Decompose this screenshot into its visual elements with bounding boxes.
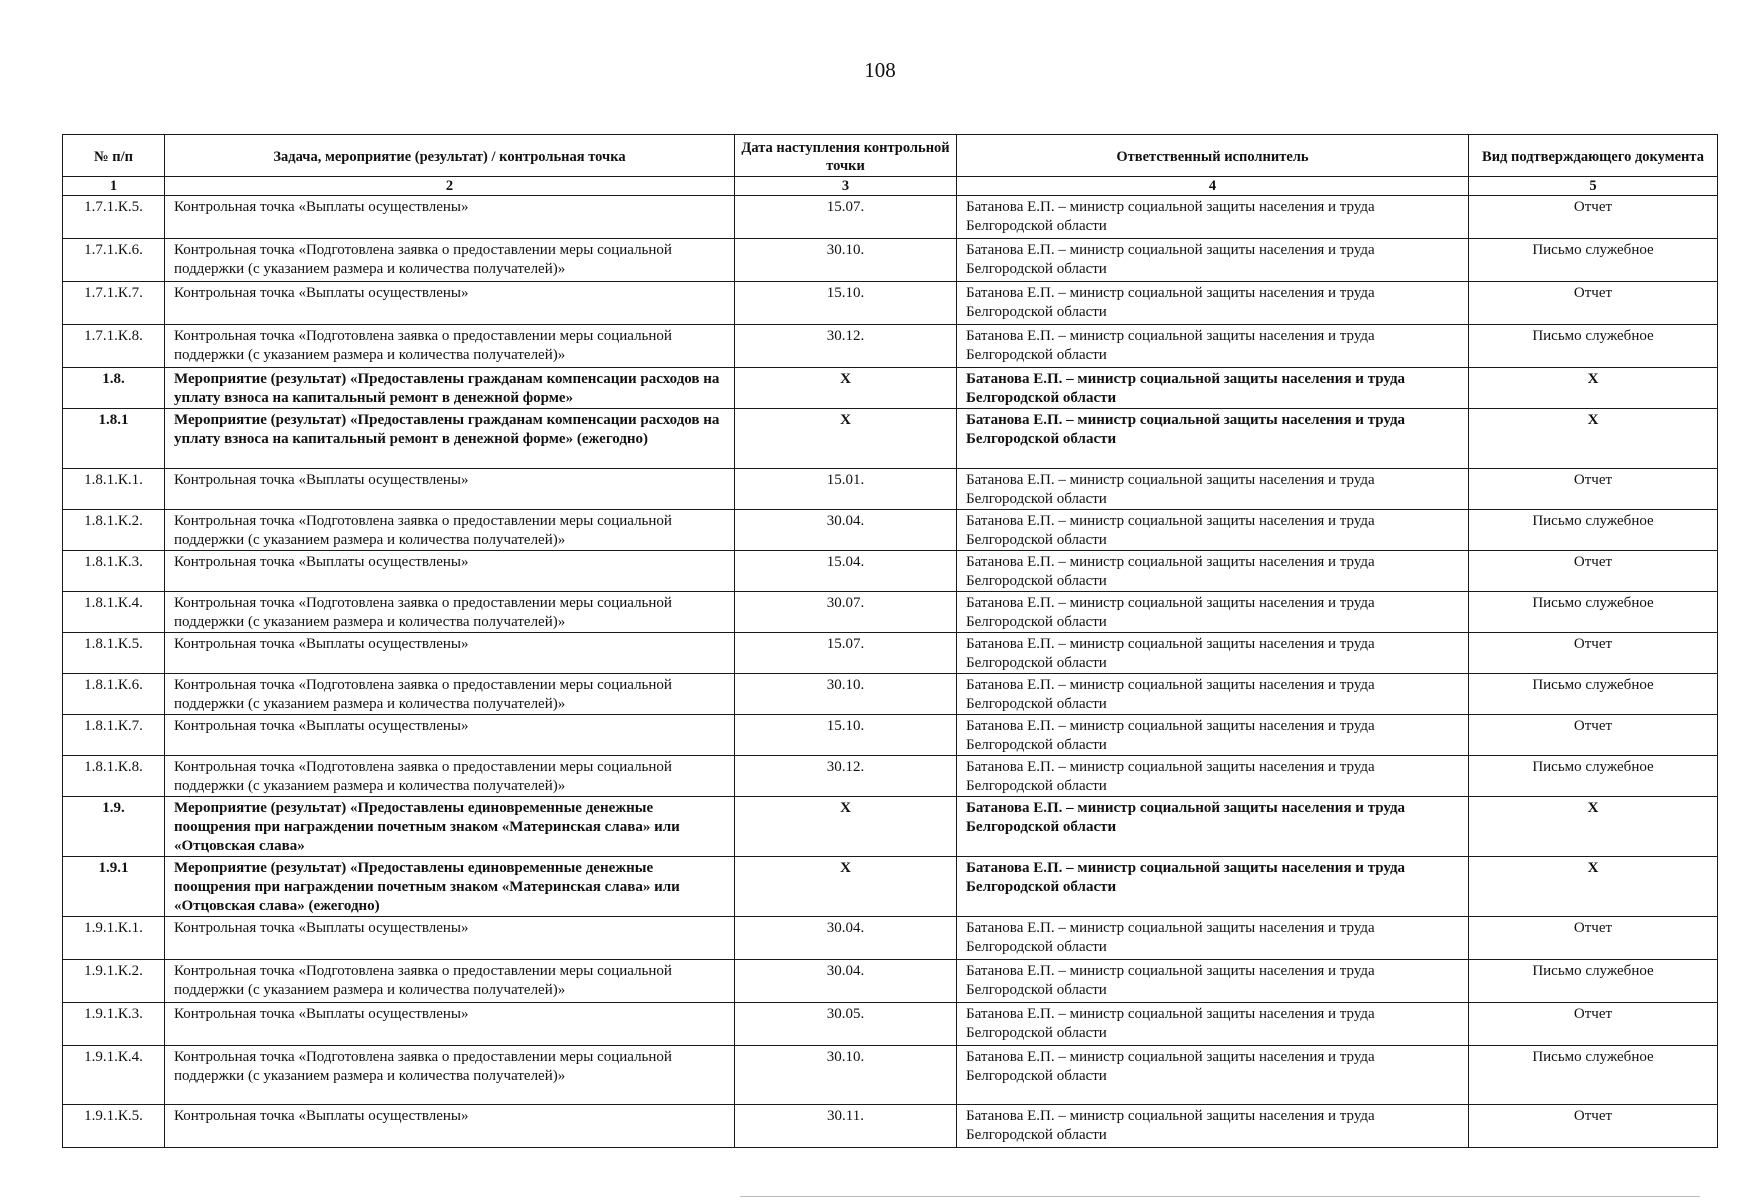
row-responsible: Батанова Е.П. – министр социальной защиты населения и труда Белгородской области [957,325,1469,368]
row-date: 30.04. [735,510,957,551]
row-number: 1.7.1.К.6. [63,239,165,282]
row-date: 30.07. [735,592,957,633]
row-document: X [1469,857,1718,917]
row-task: Контрольная точка «Подготовлена заявка о предоставлении меры социальной поддержки (с указанием размера и количества получателей)» [165,960,735,1003]
row-task: Контрольная точка «Подготовлена заявка о предоставлении меры социальной поддержки (с указанием размера и количества получателей)» [165,592,735,633]
row-number: 1.8.1.К.5. [63,633,165,674]
row-number: 1.8. [63,368,165,409]
row-document: X [1469,409,1718,469]
row-document: Отчет [1469,633,1718,674]
page-number: 108 [864,58,896,82]
bottom-divider [740,1196,1700,1197]
header-row [63,135,1718,177]
row-number: 1.9.1.К.1. [63,917,165,960]
row-document: Отчет [1469,1003,1718,1046]
row-number: 1.9.1 [63,857,165,917]
row-document: X [1469,368,1718,409]
header-number: № п/п [63,135,165,177]
row-document: Отчет [1469,715,1718,756]
row-responsible: Батанова Е.П. – министр социальной защиты населения и труда Белгородской области [957,368,1469,409]
row-document: Отчет [1469,282,1718,325]
row-date: X [735,797,957,857]
row-task: Контрольная точка «Выплаты осуществлены» [165,1003,735,1046]
row-date: 15.07. [735,633,957,674]
table-row [63,592,1718,633]
row-number: 1.7.1.К.5. [63,196,165,239]
row-responsible: Батанова Е.П. – министр социальной защиты населения и труда Белгородской области [957,239,1469,282]
table-row [63,469,1718,510]
table-row [63,368,1718,409]
row-number: 1.9.1.К.3. [63,1003,165,1046]
row-number: 1.8.1.К.3. [63,551,165,592]
row-date: 30.05. [735,1003,957,1046]
row-task: Контрольная точка «Выплаты осуществлены» [165,715,735,756]
row-date: X [735,409,957,469]
row-number: 1.8.1.К.7. [63,715,165,756]
row-document: Письмо служебное [1469,325,1718,368]
row-responsible: Батанова Е.П. – министр социальной защиты населения и труда Белгородской области [957,674,1469,715]
row-task: Контрольная точка «Подготовлена заявка о предоставлении меры социальной поддержки (с указанием размера и количества получателей)» [165,510,735,551]
column-number: 1 [63,177,165,196]
row-document: Письмо служебное [1469,960,1718,1003]
header-document: Вид подтверждающего документа [1469,135,1718,177]
row-responsible: Батанова Е.П. – министр социальной защиты населения и труда Белгородской области [957,960,1469,1003]
row-responsible: Батанова Е.П. – министр социальной защиты населения и труда Белгородской области [957,469,1469,510]
row-date: 30.04. [735,917,957,960]
row-date: 15.10. [735,715,957,756]
row-task: Контрольная точка «Выплаты осуществлены» [165,469,735,510]
row-date: 30.12. [735,756,957,797]
row-task: Контрольная точка «Подготовлена заявка о предоставлении меры социальной поддержки (с указанием размера и количества получателей)» [165,325,735,368]
column-number: 2 [165,177,735,196]
row-document: Отчет [1469,196,1718,239]
table-row [63,756,1718,797]
table-row [63,325,1718,368]
row-number: 1.8.1.К.6. [63,674,165,715]
table-row [63,674,1718,715]
control-points-table [62,134,1718,1148]
row-task: Мероприятие (результат) «Предоставлены единовременные денежные поощрения при награждении почетным знаком «Материнская слава» или «Отцовская слава» (ежегодно) [165,857,735,917]
row-task: Контрольная точка «Выплаты осуществлены» [165,917,735,960]
row-responsible: Батанова Е.П. – министр социальной защиты населения и труда Белгородской области [957,592,1469,633]
row-task: Контрольная точка «Подготовлена заявка о предоставлении меры социальной поддержки (с указанием размера и количества получателей)» [165,674,735,715]
row-document: Отчет [1469,469,1718,510]
column-number-row [63,177,1718,196]
row-date: 15.10. [735,282,957,325]
header-task: Задача, мероприятие (результат) / контрольная точка [165,135,735,177]
row-document: Письмо служебное [1469,1046,1718,1105]
row-date: X [735,368,957,409]
table-row [63,196,1718,239]
table-header [63,135,1718,196]
row-number: 1.8.1.К.4. [63,592,165,633]
row-date: 30.10. [735,674,957,715]
row-date: X [735,857,957,917]
row-task: Контрольная точка «Подготовлена заявка о предоставлении меры социальной поддержки (с указанием размера и количества получателей)» [165,756,735,797]
row-task: Контрольная точка «Выплаты осуществлены» [165,282,735,325]
row-document: Письмо служебное [1469,592,1718,633]
row-document: Письмо служебное [1469,756,1718,797]
row-date: 30.10. [735,239,957,282]
row-number: 1.9.1.К.4. [63,1046,165,1105]
row-task: Контрольная точка «Выплаты осуществлены» [165,633,735,674]
row-number: 1.7.1.К.8. [63,325,165,368]
table-row [63,633,1718,674]
row-task: Контрольная точка «Подготовлена заявка о предоставлении меры социальной поддержки (с указанием размера и количества получателей)» [165,1046,735,1105]
table-row [63,715,1718,756]
row-task: Мероприятие (результат) «Предоставлены единовременные денежные поощрения при награждении почетным знаком «Материнская слава» или «Отцовская слава» [165,797,735,857]
row-date: 30.11. [735,1105,957,1148]
row-task: Контрольная точка «Подготовлена заявка о предоставлении меры социальной поддержки (с указанием размера и количества получателей)» [165,239,735,282]
row-responsible: Батанова Е.П. – министр социальной защиты населения и труда Белгородской области [957,917,1469,960]
table-row [63,409,1718,469]
row-number: 1.9.1.К.2. [63,960,165,1003]
row-date: 15.04. [735,551,957,592]
row-number: 1.9. [63,797,165,857]
table-row [63,857,1718,917]
row-responsible: Батанова Е.П. – министр социальной защиты населения и труда Белгородской области [957,756,1469,797]
row-document: Письмо служебное [1469,674,1718,715]
table-row [63,282,1718,325]
row-date: 15.07. [735,196,957,239]
table-row [63,510,1718,551]
table-row [63,239,1718,282]
row-document: Отчет [1469,917,1718,960]
column-number: 4 [957,177,1469,196]
header-responsible: Ответственный исполнитель [957,135,1469,177]
row-date: 15.01. [735,469,957,510]
row-number: 1.7.1.К.7. [63,282,165,325]
column-number: 3 [735,177,957,196]
row-responsible: Батанова Е.П. – министр социальной защиты населения и труда Белгородской области [957,1046,1469,1105]
table-row [63,797,1718,857]
row-responsible: Батанова Е.П. – министр социальной защиты населения и труда Белгородской области [957,551,1469,592]
table-row [63,1105,1718,1148]
row-responsible: Батанова Е.П. – министр социальной защиты населения и труда Белгородской области [957,196,1469,239]
row-responsible: Батанова Е.П. – министр социальной защиты населения и труда Белгородской области [957,510,1469,551]
table-row [63,1003,1718,1046]
row-number: 1.9.1.К.5. [63,1105,165,1148]
row-number: 1.8.1 [63,409,165,469]
row-responsible: Батанова Е.П. – министр социальной защиты населения и труда Белгородской области [957,715,1469,756]
row-number: 1.8.1.К.8. [63,756,165,797]
table-row [63,960,1718,1003]
table-row [63,1046,1718,1105]
row-responsible: Батанова Е.П. – министр социальной защиты населения и труда Белгородской области [957,282,1469,325]
row-number: 1.8.1.К.2. [63,510,165,551]
row-responsible: Батанова Е.П. – министр социальной защиты населения и труда Белгородской области [957,1003,1469,1046]
table-row [63,551,1718,592]
row-task: Контрольная точка «Выплаты осуществлены» [165,1105,735,1148]
control-points-table-wrap [62,134,1717,1148]
row-task: Мероприятие (результат) «Предоставлены гражданам компенсации расходов на уплату взноса на капитальный ремонт в денежной форме» (ежегодно) [165,409,735,469]
row-task: Контрольная точка «Выплаты осуществлены» [165,196,735,239]
row-document: X [1469,797,1718,857]
row-document: Отчет [1469,551,1718,592]
row-responsible: Батанова Е.П. – министр социальной защиты населения и труда Белгородской области [957,409,1469,469]
row-date: 30.04. [735,960,957,1003]
row-responsible: Батанова Е.П. – министр социальной защиты населения и труда Белгородской области [957,1105,1469,1148]
row-task: Контрольная точка «Выплаты осуществлены» [165,551,735,592]
table-row [63,917,1718,960]
row-responsible: Батанова Е.П. – министр социальной защиты населения и труда Белгородской области [957,797,1469,857]
column-number: 5 [1469,177,1718,196]
row-document: Письмо служебное [1469,510,1718,551]
table-body [63,196,1718,1148]
row-responsible: Батанова Е.П. – министр социальной защиты населения и труда Белгородской области [957,633,1469,674]
header-date: Дата наступления контрольной точки [735,135,957,177]
row-date: 30.12. [735,325,957,368]
row-responsible: Батанова Е.П. – министр социальной защиты населения и труда Белгородской области [957,857,1469,917]
row-date: 30.10. [735,1046,957,1105]
row-task: Мероприятие (результат) «Предоставлены гражданам компенсации расходов на уплату взноса на капитальный ремонт в денежной форме» [165,368,735,409]
row-number: 1.8.1.К.1. [63,469,165,510]
row-document: Письмо служебное [1469,239,1718,282]
row-document: Отчет [1469,1105,1718,1148]
